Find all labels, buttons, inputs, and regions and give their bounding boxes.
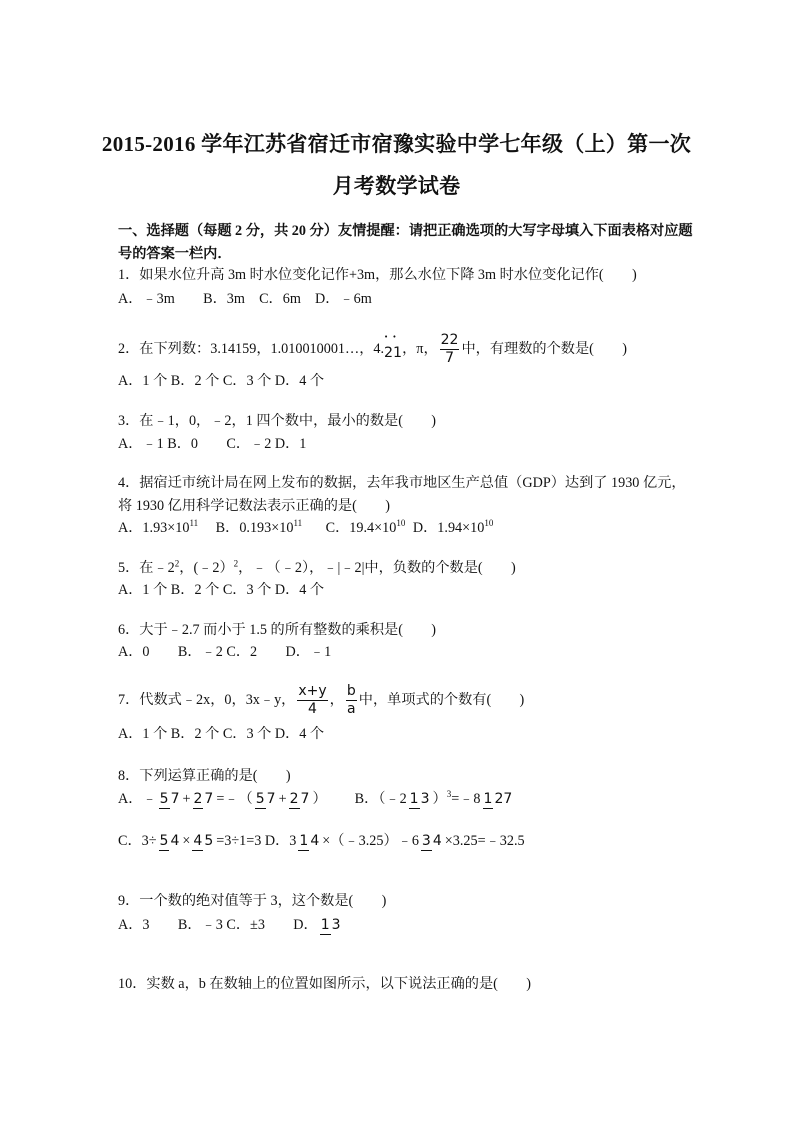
question-6-stem: 6．大于﹣2.7 而小于 1.5 的所有整数的乘积是( ) [118, 622, 437, 638]
q2-repeating-decimal: • • 21 [384, 345, 402, 361]
question-2-options: A．1 个 B．2 个 C．3 个 D．4 个 [118, 373, 325, 389]
question-8-options-cd: C．3÷ 5 4 × 4 5 =3÷1=3 D．3 1 4 ×（﹣3.25）﹣6 3 4 ×3.25=﹣32.5 [118, 832, 525, 849]
question-1-options: A．﹣3m B．3m C．6m D．﹣6m [118, 291, 372, 307]
question-5-options: A．1 个 B．2 个 C．3 个 D．4 个 [118, 582, 325, 598]
question-3-stem: 3．在﹣1，0，﹣2，1 四个数中，最小的数是( ) [118, 413, 437, 429]
question-4-stem-line-1: 4．据宿迁市统计局在网上发布的数据，去年我市地区生产总值（GDP）达到了 1930 亿元， [118, 475, 686, 491]
q2-text-b: ，π， [402, 340, 438, 357]
question-9-options: A．3 B．﹣3 C．±3 D． 1 3 [118, 916, 341, 933]
q2-text-a: 2．在下列数：3.14159，1.010010001…，4. [118, 340, 385, 357]
question-1-stem: 1．如果水位升高 3m 时水位变化记作+3m，那么水位下降 3m 时水位变化记作( ) [118, 267, 637, 283]
q7-fraction-2: $\frac{b}{a}$ [346, 683, 356, 717]
question-7-stem: 7．代数式﹣2x，0，3x﹣y， $\frac{x+y}{4}$ ， $\frac{b}{a}$ 中，单项式的个数有( ) [118, 683, 525, 717]
section-heading: 一、选择题（每题 2 分，共 20 分）友情提醒：请把正确选项的大写字母填入下面表格对应题号的答案一栏内． [118, 223, 693, 262]
question-4-stem-line-2: 将 1930 亿用科学记数法表示正确的是( ) [118, 498, 390, 514]
question-5-stem: 5．在$﹣2^2$，(﹣2）$^2$，﹣（﹣2），﹣|﹣2|中，负数的个数是( ) [118, 558, 516, 576]
exam-title-line-2: 月考数学试卷 [332, 174, 461, 198]
question-3-options: A．﹣1 B．0 C．﹣2 D．1 [118, 436, 307, 452]
question-4-options: A．1.93×1011 B．0.193×1011 C．19.4×1010 D．1.94×1010 [118, 518, 494, 536]
q2-fraction: $\frac{22}{7}$ [440, 332, 459, 366]
question-10-stem: 10．实数 a，b 在数轴上的位置如图所示，以下说法正确的是( ) [118, 976, 531, 992]
q2-text-c: 中，有理数的个数是( ) [461, 340, 627, 357]
question-8-stem: 8．下列运算正确的是( ) [118, 768, 291, 784]
question-7-options: A．1 个 B．2 个 C．3 个 D．4 个 [118, 726, 325, 742]
question-9-stem: 9．一个数的绝对值等于 3，这个数是( ) [118, 893, 387, 909]
q7-fraction-1: $\frac{x+y}{4}$ [298, 683, 327, 717]
exam-title-line-1: 2015-2016 学年江苏省宿迁市宿豫实验中学七年级（上）第一次 [101, 132, 692, 156]
question-8-options-ab: A．﹣ 5 7 + 2 7 =﹣（ 5 7 + 2 7 ） B．（﹣2 1 3 ）3=﹣8 1 27 [118, 789, 513, 807]
question-2-stem [118, 332, 627, 367]
question-6-options: A．0 B．﹣2 C．2 D．﹣1 [118, 644, 332, 660]
